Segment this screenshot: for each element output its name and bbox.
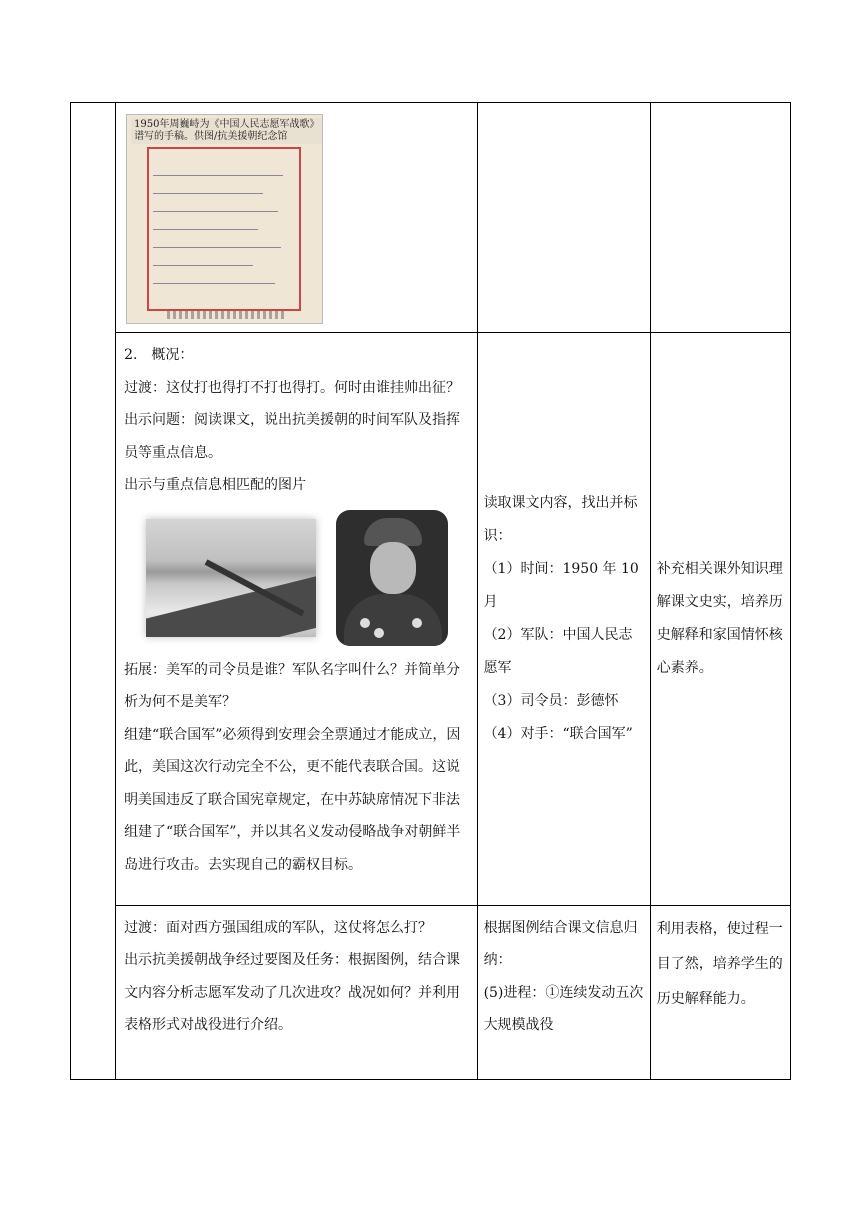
student-activity-cell: [477, 103, 650, 333]
student-point-progress: (5)进程：①连续发动五次大规模战役: [483, 984, 644, 1034]
student-instruction: 根据图例结合课文信息归纳：: [483, 919, 638, 969]
lesson-plan-table: [70, 102, 791, 1080]
design-intent-cell: [650, 333, 790, 906]
show-images-text: 出示与重点信息相匹配的图片: [124, 477, 307, 494]
step-column-cell: [71, 103, 116, 1080]
student-point-commander: （3）司令员：彭德怀: [483, 693, 619, 710]
extension-answer: 组建“联合国军”必须得到安理会全票通过才能成立，因此，美国这次行动完全不公，更不能代表联合国。这说明美国违反了联合国宪章规定，在中苏缺席情况下非法组建了“联合国军”，并以其名义发动侵略战争对朝鲜半岛进行攻击。去实现自己的霸权目标。: [124, 726, 461, 873]
student-point-army: （2）军队：中国人民志愿军: [483, 627, 633, 677]
crossing-river-photo: [146, 519, 316, 637]
student-activity-cell: [477, 333, 650, 906]
table-row: [71, 103, 791, 333]
student-activity-cell: [477, 905, 650, 1079]
transition-text: 过渡：面对西方强国组成的军队，这仗将怎么打？: [124, 919, 433, 936]
teacher-activity-cell: [116, 333, 478, 906]
manuscript-image: [126, 114, 323, 324]
transition-text: 过渡：这仗打也得打不打也得打。何时由谁挂帅出征？出示问题：阅读课文，说出抗美援朝的时间军队及指挥员等重点信息。: [124, 379, 461, 461]
student-point-time: （1）时间：1950 年 10 月: [483, 561, 639, 611]
student-instruction: 读取课文内容，找出并标识：: [483, 495, 638, 545]
design-intent-cell: [650, 103, 790, 333]
design-intent-text: 利用表格，使过程一目了然，培养学生的历史解释能力。: [656, 920, 783, 1007]
extension-question: 拓展：美军的司令员是谁？军队名字叫什么？并简单分析为何不是美军？: [124, 661, 461, 711]
student-point-opponent: （4）对手：“联合国军”: [483, 726, 633, 743]
overview-heading: 2. 概况：: [124, 347, 194, 364]
design-intent-cell: [650, 905, 790, 1079]
teacher-activity-cell: [116, 905, 478, 1079]
table-row: [71, 905, 791, 1079]
table-row: [71, 333, 791, 906]
design-intent-text: 补充相关课外知识理解课文史实，培养历史解释和家国情怀核心素养。: [656, 561, 783, 677]
task-text: 出示抗美援朝战争经过要图及任务：根据图例，结合课文内容分析志愿军发动了几次进攻？战况如何？并利用表格形式对战役进行介绍。: [124, 952, 461, 1034]
manuscript-caption: 1950年周巍峙为《中国人民志愿军战歌》谱写的手稿。供图/抗美援朝纪念馆: [131, 118, 322, 144]
commander-portrait-photo: [336, 510, 448, 646]
teacher-activity-cell: [116, 103, 478, 333]
